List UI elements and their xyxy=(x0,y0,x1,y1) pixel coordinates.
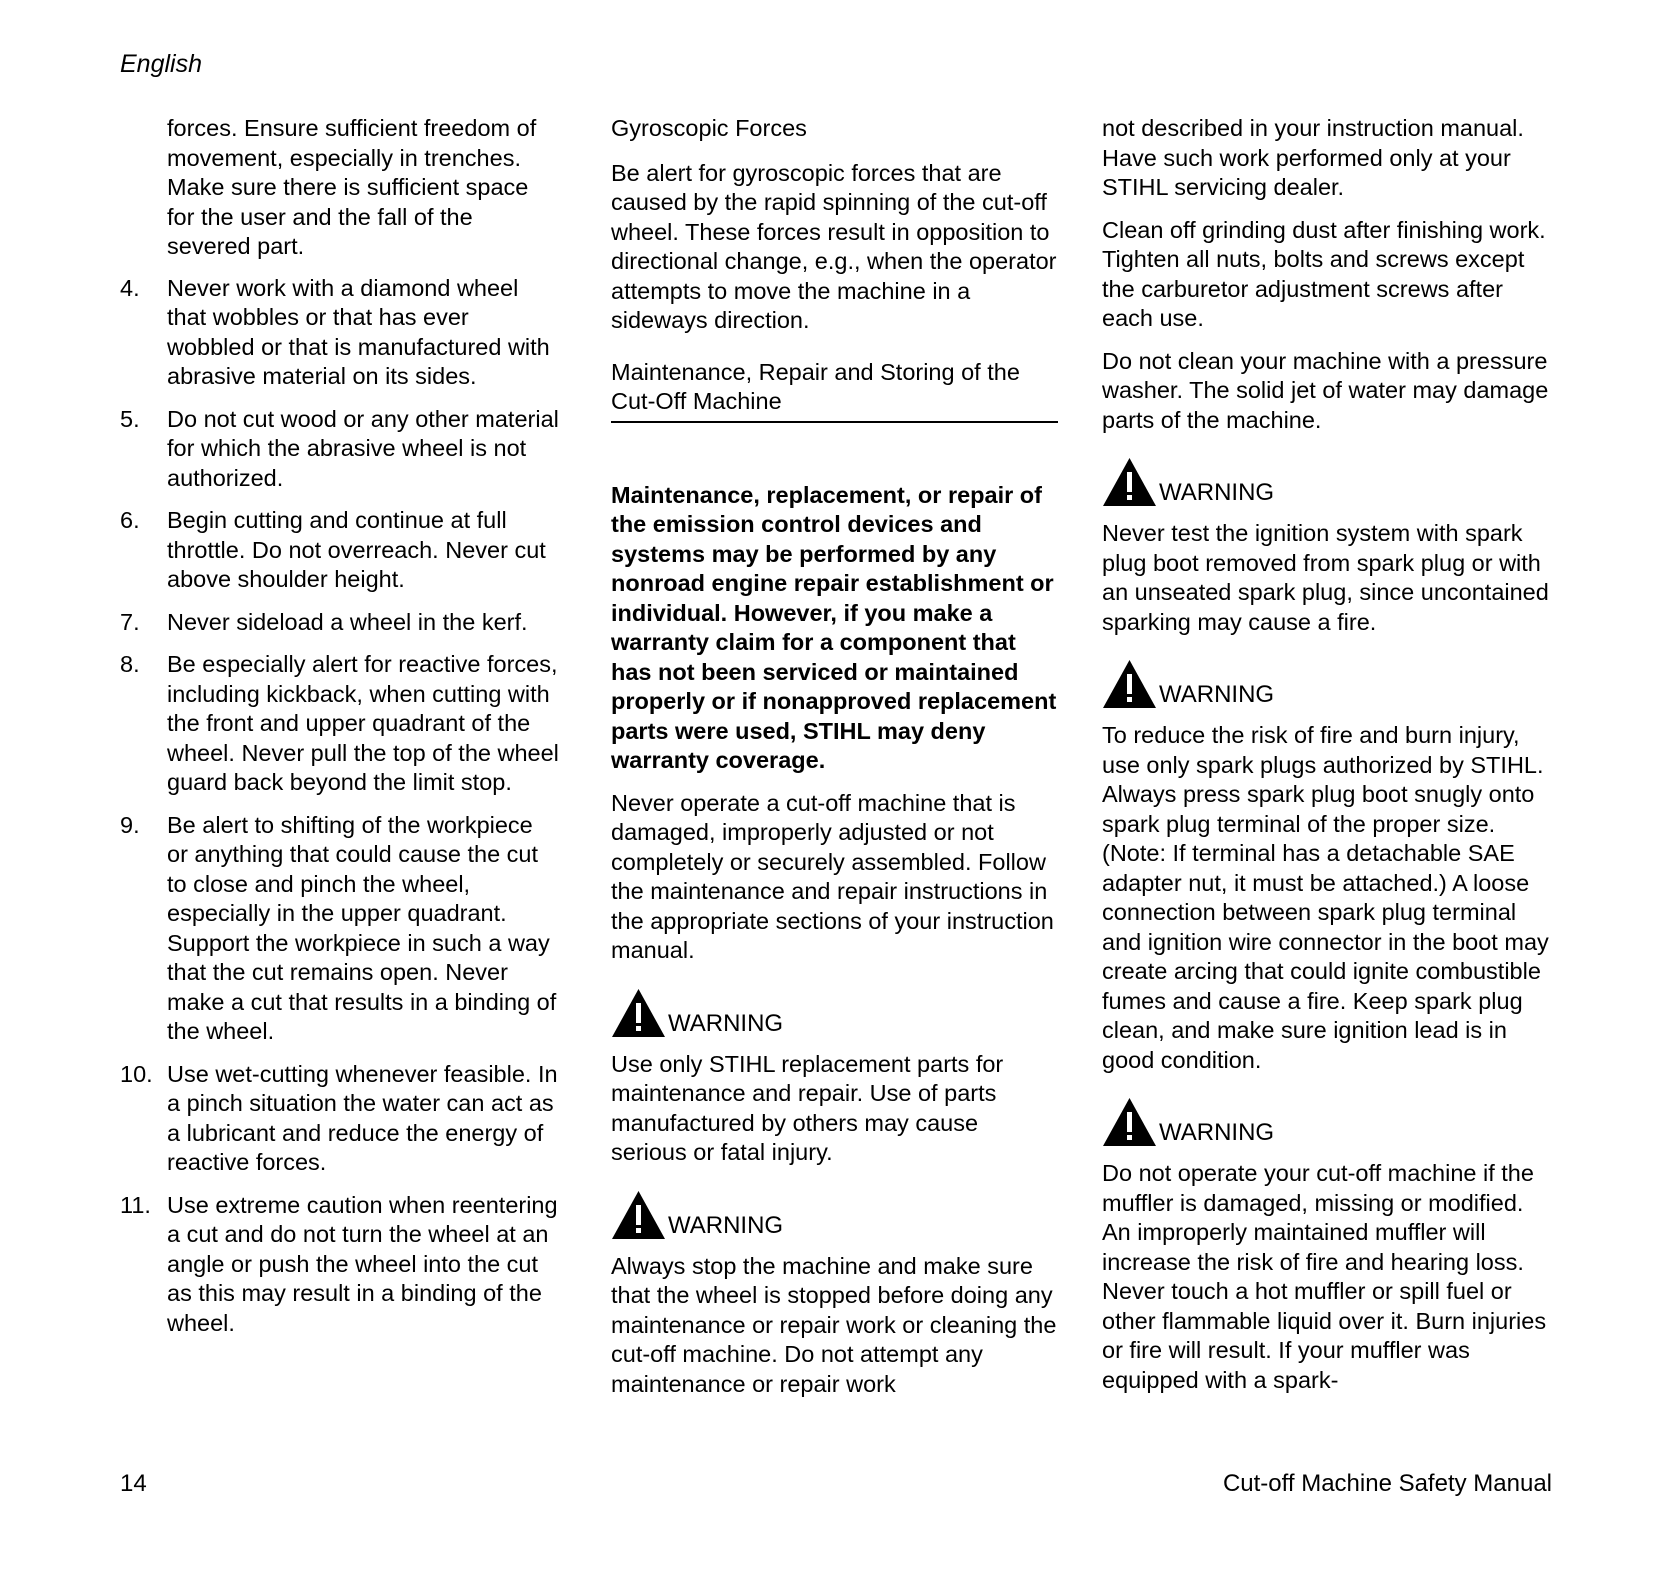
document-title: Cut-off Machine Safety Manual xyxy=(1222,1470,1552,1497)
list-text: Do not cut wood or any other material for which the abrasive wheel is not authorized. xyxy=(167,405,559,491)
list-item xyxy=(120,1191,560,1339)
warning-text: Always stop the machine and make sure that the wheel is stopped before doing any maintenance or repair work or cleaning the cut-off machine. Do not attempt any maintenance or repair work xyxy=(611,1252,1057,1397)
gyroscopic-heading: Gyroscopic Forces xyxy=(611,115,807,141)
warning-label: WARNING xyxy=(1159,1119,1275,1146)
emission-warranty-text: Maintenance, replacement, or repair of the emission control devices and systems may be performed by any nonroad engine repair establishment or individual. However, if you make a warranty claim for a component that has not been serviced or maintained properly or if nonapproved replacement parts were used, STIHL may deny warranty coverage. xyxy=(611,481,1057,773)
warning-heading xyxy=(611,986,1058,1038)
warning-text: Never test the ignition system with spark plug boot removed from spark plug or with an unseated spark plug, since uncontained sparking may cause a fire. xyxy=(1102,520,1549,635)
page-number: 14 xyxy=(120,1470,147,1497)
warning-triangle-icon xyxy=(611,1190,666,1240)
list-number: 4. xyxy=(120,274,140,301)
warning-label: WARNING xyxy=(668,1009,784,1037)
list-text: Be especially alert for reactive forces, including kickback, when cutting with the front and upper quadrant of the wheel. Never pull the top of the wheel guard back beyond the limit stop. xyxy=(167,651,559,795)
warning-label: WARNING xyxy=(1159,479,1275,506)
warning-triangle-icon xyxy=(1102,457,1157,507)
list-text: Begin cutting and continue at full throttle. Do not overreach. Never cut above shoulder height. xyxy=(167,507,546,592)
list-item xyxy=(120,506,560,595)
warning-label: WARNING xyxy=(668,1211,784,1239)
column-3 xyxy=(1102,114,1557,1408)
pressure-washer-text: Do not clean your machine with a pressure washer. The solid jet of water may damage parts of the machine. xyxy=(1102,347,1549,433)
warning-heading xyxy=(1102,455,1557,507)
operate-text: Never operate a cut-off machine that is damaged, improperly adjusted or not completely or securely assembled. Follow the maintenance and repair instructions in the appropriate sections of your instruction manual. xyxy=(611,789,1054,963)
cleaning-text: Clean off grinding dust after finishing work. Tighten all nuts, bolts and screws except the carburetor adjustment screws after each use. xyxy=(1102,216,1546,331)
continuation-text: not described in your instruction manual. Have such work performed only at your STIHL servicing dealer. xyxy=(1102,115,1524,200)
list-text: Use extreme caution when reentering a cut and do not turn the wheel at an angle or push the wheel into the cut as this may result in a binding of the wheel. xyxy=(167,1191,558,1336)
column-1 xyxy=(120,114,560,1351)
list-item xyxy=(120,608,560,638)
list-text: Never sideload a wheel in the kerf. xyxy=(167,608,528,635)
list-item xyxy=(120,650,560,798)
warning-triangle-icon xyxy=(611,988,666,1038)
list-text: Be alert to shifting of the workpiece or anything that could cause the cut to close and pinch the wheel, especially in the upper quadrant. Support the workpiece in such a way that the cut remains open. Never make a cut that results in a binding of the wheel. xyxy=(167,811,557,1044)
warning-triangle-icon xyxy=(1102,659,1157,709)
list-number: 8. xyxy=(120,651,140,677)
list-number: 6. xyxy=(120,507,140,533)
list-number: 5. xyxy=(120,405,140,432)
list-number: 9. xyxy=(120,811,140,838)
warning-heading xyxy=(611,1188,1058,1240)
safety-list xyxy=(120,274,560,1339)
list-number: 10. xyxy=(120,1060,153,1087)
list-item xyxy=(120,1060,560,1178)
list-item xyxy=(120,274,560,392)
warning-heading xyxy=(1102,657,1557,709)
warning-triangle-icon xyxy=(1102,1097,1157,1147)
warning-heading xyxy=(1102,1095,1557,1147)
warning-text: Use only STIHL replacement parts for maintenance and repair. Use of parts manufactured by others may cause serious or fatal injury. xyxy=(611,1050,1004,1165)
continuation-text: forces. Ensure sufficient freedom of movement, especially in trenches. Make sure there is sufficient space for the user and the fall of the severed part. xyxy=(167,115,537,259)
warning-text: Do not operate your cut-off machine if the muffler is damaged, missing or modified. An improperly maintained muffler will increase the risk of fire and hearing loss. Never touch a hot muffler or spill fuel or other flammable liquid over it. Burn injuries or fire will result. If your muffler was equipped with a spark- xyxy=(1102,1160,1547,1393)
maintenance-section-heading: Maintenance, Repair and Storing of the Cut-Off Machine xyxy=(611,358,1058,423)
warning-label: WARNING xyxy=(1159,681,1275,708)
list-text: Use wet-cutting whenever feasible. In a pinch situation the water can act as a lubricant and reduce the energy of reactive forces. xyxy=(167,1060,558,1175)
warning-text: To reduce the risk of fire and burn injury, use only spark plugs authorized by STIHL. Always press spark plug boot snugly onto spark plug terminal of the proper size. (Note: If terminal has a detachable SAE adapter nut, it must be attached.) A loose connection between spark plug terminal and ignition wire connector in the boot may create arcing that could ignite combustible fumes and cause a fire. Keep spark plug clean, and make sure ignition lead is in good condition. xyxy=(1102,722,1549,1073)
list-number: 7. xyxy=(120,608,140,635)
list-text: Never work with a diamond wheel that wobbles or that has ever wobbled or that is manufactured with abrasive material on its sides. xyxy=(167,274,550,389)
column-2 xyxy=(611,114,1058,1412)
language-label: English xyxy=(120,50,202,78)
gyroscopic-text: Be alert for gyroscopic forces that are caused by the rapid spinning of the cut-off wheel. These forces result in opposition to directional change, e.g., when the operator attempts to move the machine in a sideways direction. xyxy=(611,159,1057,333)
list-number: 11. xyxy=(120,1191,151,1218)
list-item xyxy=(120,405,560,494)
list-item xyxy=(120,811,560,1047)
